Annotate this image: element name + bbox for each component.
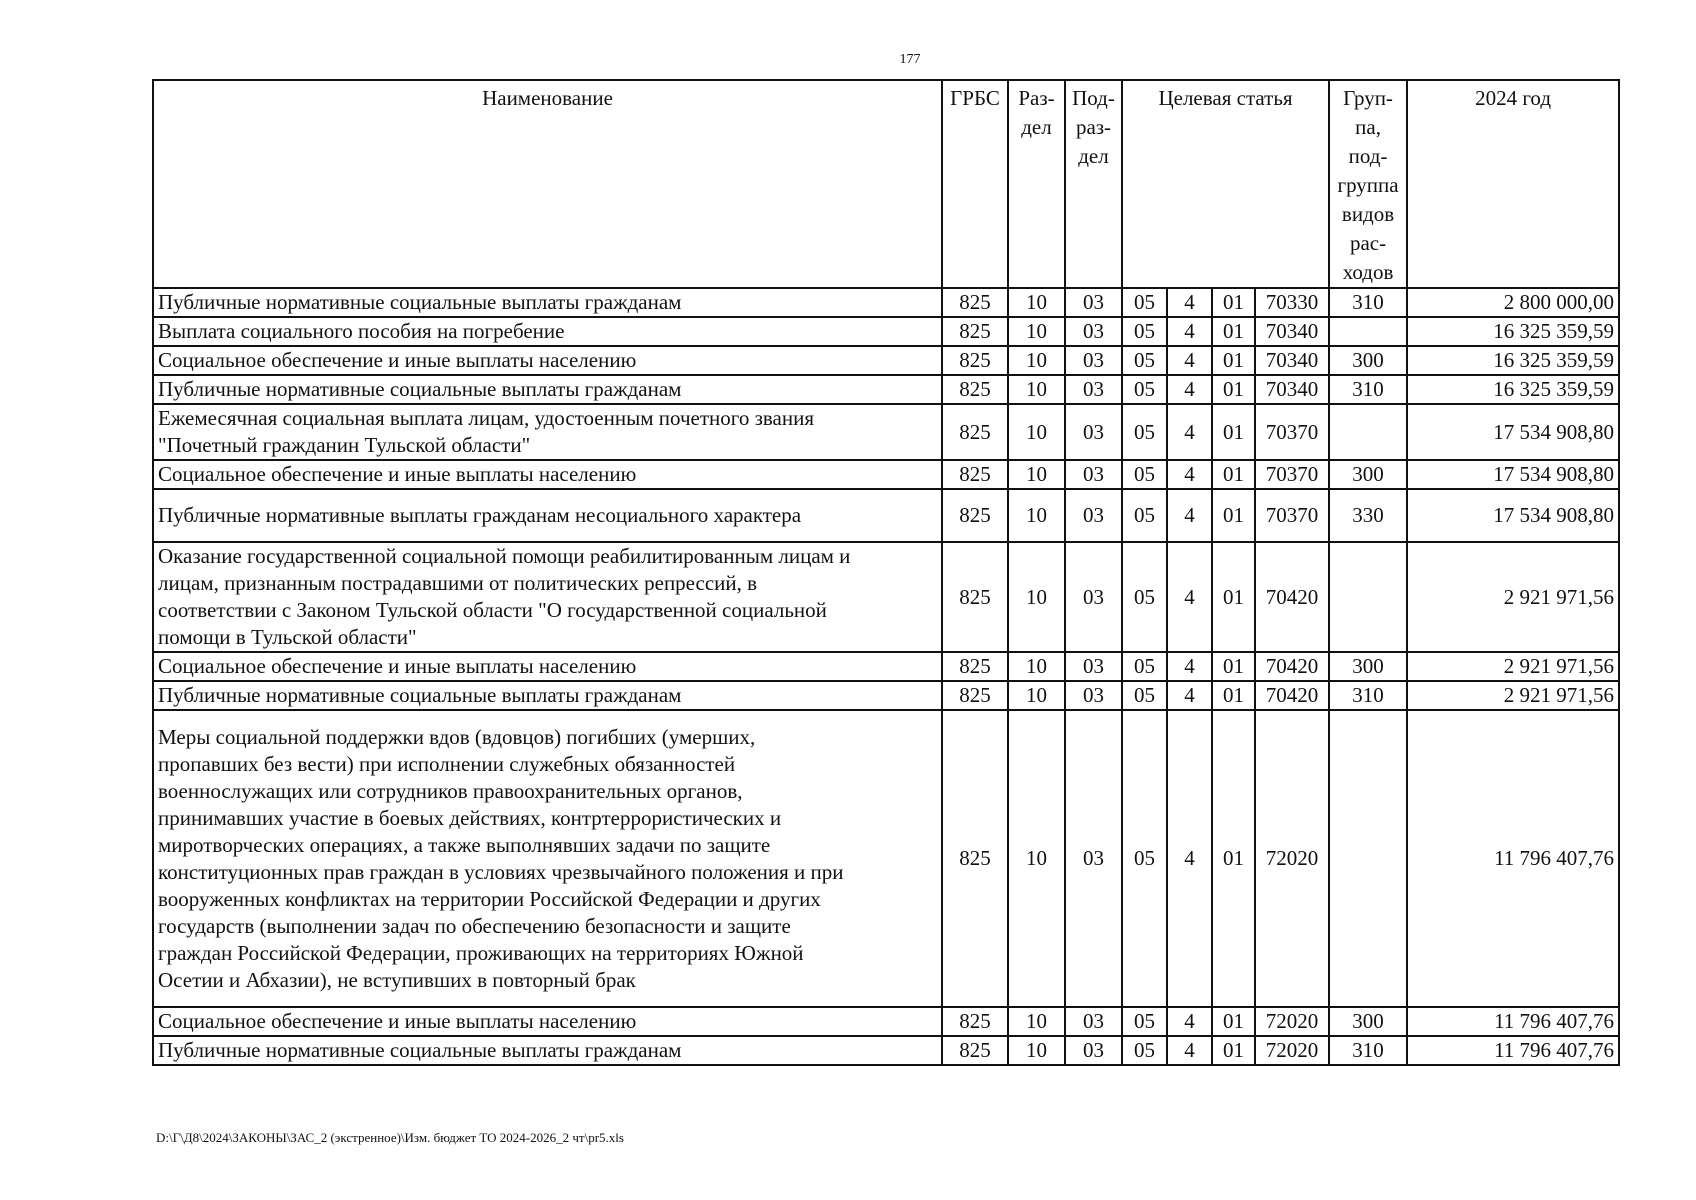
header-target: Целевая статья <box>1122 80 1329 288</box>
podrazdel-cell: 03 <box>1065 1007 1122 1036</box>
target-part-4-cell: 70370 <box>1255 460 1329 489</box>
amount-cell: 2 921 971,56 <box>1407 542 1619 652</box>
header-grbs: ГРБС <box>942 80 1008 288</box>
header-group-line: па, <box>1355 115 1381 139</box>
target-part-2-cell: 4 <box>1167 652 1212 681</box>
table-row <box>153 652 1619 681</box>
podrazdel-cell: 03 <box>1065 317 1122 346</box>
amount-cell: 2 800 000,00 <box>1407 288 1619 317</box>
page-number: 177 <box>899 52 921 67</box>
name-line: вооруженных конфликтах на территории Российской Федерации и других <box>158 886 821 911</box>
podrazdel-cell: 03 <box>1065 542 1122 652</box>
name-line: Публичные нормативные социальные выплаты гражданам <box>158 377 682 401</box>
name-line: Осетии и Абхазии), не вступивших в повторный брак <box>158 967 636 992</box>
podrazdel-cell: 03 <box>1065 404 1122 460</box>
header-year: 2024 год <box>1407 80 1619 288</box>
name-line: государств (выполнении задач по обеспечению безопасности и защите <box>158 913 791 938</box>
grbs-cell: 825 <box>942 317 1008 346</box>
expense-group-cell: 310 <box>1329 1036 1407 1065</box>
target-part-1-cell: 05 <box>1122 710 1167 1007</box>
podrazdel-cell: 03 <box>1065 681 1122 710</box>
razdel-cell: 10 <box>1008 1007 1065 1036</box>
name-line: граждан Российской Федерации, проживающих на территориях Южной <box>158 940 804 965</box>
amount-cell: 17 534 908,80 <box>1407 460 1619 489</box>
name-line: Социальное обеспечение и иные выплаты населению <box>158 654 637 678</box>
target-part-1-cell: 05 <box>1122 1036 1167 1065</box>
amount-cell: 16 325 359,59 <box>1407 346 1619 375</box>
table-row <box>153 710 1619 1007</box>
target-part-4-cell: 70330 <box>1255 288 1329 317</box>
name-cell <box>153 288 942 317</box>
amount-cell: 11 796 407,76 <box>1407 1007 1619 1036</box>
table-row <box>153 317 1619 346</box>
table-row <box>153 375 1619 404</box>
header-razdel-line: дел <box>1021 115 1052 139</box>
header-group-line: группа <box>1337 173 1399 197</box>
target-part-1-cell: 05 <box>1122 489 1167 542</box>
target-part-2-cell: 4 <box>1167 404 1212 460</box>
target-part-4-cell: 70420 <box>1255 652 1329 681</box>
target-part-1-cell: 05 <box>1122 404 1167 460</box>
table-row <box>153 346 1619 375</box>
target-part-3-cell: 01 <box>1212 542 1255 652</box>
target-part-1-cell: 05 <box>1122 460 1167 489</box>
target-part-2-cell: 4 <box>1167 317 1212 346</box>
name-line: Социальное обеспечение и иные выплаты населению <box>158 462 637 486</box>
expense-group-cell: 310 <box>1329 375 1407 404</box>
target-part-4-cell: 70340 <box>1255 317 1329 346</box>
name-line: миротворческих операциях, а также выполнявших задачи по защите <box>158 832 771 857</box>
target-part-1-cell: 05 <box>1122 681 1167 710</box>
grbs-cell: 825 <box>942 460 1008 489</box>
name-line: принимавших участие в боевых действиях, контртеррористических и <box>158 805 782 830</box>
name-cell <box>153 346 942 375</box>
table-row <box>153 404 1619 460</box>
target-part-3-cell: 01 <box>1212 681 1255 710</box>
name-cell <box>153 1007 942 1036</box>
name-line: военнослужащих или сотрудников правоохранительных органов, <box>158 778 743 803</box>
podrazdel-cell: 03 <box>1065 375 1122 404</box>
amount-cell: 17 534 908,80 <box>1407 404 1619 460</box>
header-podrazdel-line: раз- <box>1075 115 1112 139</box>
table-row <box>153 542 1619 652</box>
grbs-cell: 825 <box>942 710 1008 1007</box>
table-row <box>153 1007 1619 1036</box>
grbs-cell: 825 <box>942 681 1008 710</box>
target-part-1-cell: 05 <box>1122 317 1167 346</box>
header-group-line: ходов <box>1342 260 1394 284</box>
budget-table <box>152 79 1620 1066</box>
razdel-cell: 10 <box>1008 489 1065 542</box>
target-part-3-cell: 01 <box>1212 404 1255 460</box>
target-part-2-cell: 4 <box>1167 489 1212 542</box>
name-cell <box>153 652 942 681</box>
table-row <box>153 288 1619 317</box>
grbs-cell: 825 <box>942 542 1008 652</box>
target-part-2-cell: 4 <box>1167 1036 1212 1065</box>
razdel-cell: 10 <box>1008 681 1065 710</box>
target-part-1-cell: 05 <box>1122 542 1167 652</box>
name-line: пропавших без вести) при исполнении служебных обязанностей <box>158 751 736 776</box>
podrazdel-cell: 03 <box>1065 1036 1122 1065</box>
target-part-2-cell: 4 <box>1167 710 1212 1007</box>
target-part-2-cell: 4 <box>1167 346 1212 375</box>
name-cell <box>153 542 942 652</box>
header-podrazdel <box>1065 80 1122 288</box>
table-row <box>153 489 1619 542</box>
razdel-cell: 10 <box>1008 460 1065 489</box>
table-row <box>153 460 1619 489</box>
target-part-2-cell: 4 <box>1167 460 1212 489</box>
amount-cell: 11 796 407,76 <box>1407 710 1619 1007</box>
header-group-line: видов <box>1341 202 1395 226</box>
razdel-cell: 10 <box>1008 404 1065 460</box>
target-part-2-cell: 4 <box>1167 681 1212 710</box>
target-part-4-cell: 70420 <box>1255 681 1329 710</box>
header-razdel <box>1008 80 1065 288</box>
amount-cell: 2 921 971,56 <box>1407 652 1619 681</box>
podrazdel-cell: 03 <box>1065 710 1122 1007</box>
header-row <box>153 80 1619 288</box>
amount-cell: 16 325 359,59 <box>1407 375 1619 404</box>
name-cell <box>153 710 942 1007</box>
target-part-4-cell: 72020 <box>1255 1007 1329 1036</box>
name-line: "Почетный гражданин Тульской области" <box>158 433 531 457</box>
target-part-4-cell: 72020 <box>1255 1036 1329 1065</box>
name-line: Социальное обеспечение и иные выплаты населению <box>158 348 637 372</box>
name-line: Публичные нормативные выплаты гражданам несоциального характера <box>158 503 802 527</box>
name-line: Меры социальной поддержки вдов (вдовцов) погибших (умерших, <box>158 724 756 749</box>
target-part-1-cell: 05 <box>1122 346 1167 375</box>
file-path: D:\Г\Д8\2024\ЗАКОНЫ\ЗАС_2 (экстренное)\Изм. бюджет ТО 2024-2026_2 чт\pr5.xls <box>156 1130 624 1145</box>
header-group <box>1329 80 1407 288</box>
razdel-cell: 10 <box>1008 710 1065 1007</box>
target-part-1-cell: 05 <box>1122 1007 1167 1036</box>
podrazdel-cell: 03 <box>1065 489 1122 542</box>
amount-cell: 17 534 908,80 <box>1407 489 1619 542</box>
name-cell <box>153 375 942 404</box>
table-body <box>153 288 1619 1065</box>
header-podrazdel-line: дел <box>1078 144 1109 168</box>
expense-group-cell <box>1329 710 1407 1007</box>
grbs-cell: 825 <box>942 346 1008 375</box>
target-part-2-cell: 4 <box>1167 542 1212 652</box>
target-part-4-cell: 70340 <box>1255 375 1329 404</box>
target-part-4-cell: 70420 <box>1255 542 1329 652</box>
razdel-cell: 10 <box>1008 346 1065 375</box>
target-part-4-cell: 70340 <box>1255 346 1329 375</box>
grbs-cell: 825 <box>942 288 1008 317</box>
name-cell <box>153 317 942 346</box>
target-part-4-cell: 70370 <box>1255 404 1329 460</box>
target-part-4-cell: 70370 <box>1255 489 1329 542</box>
target-part-3-cell: 01 <box>1212 1007 1255 1036</box>
target-part-1-cell: 05 <box>1122 652 1167 681</box>
name-line: Публичные нормативные социальные выплаты гражданам <box>158 290 682 314</box>
target-part-2-cell: 4 <box>1167 375 1212 404</box>
expense-group-cell: 300 <box>1329 652 1407 681</box>
grbs-cell: 825 <box>942 404 1008 460</box>
grbs-cell: 825 <box>942 652 1008 681</box>
amount-cell: 11 796 407,76 <box>1407 1036 1619 1065</box>
target-part-3-cell: 01 <box>1212 710 1255 1007</box>
target-part-3-cell: 01 <box>1212 317 1255 346</box>
target-part-3-cell: 01 <box>1212 1036 1255 1065</box>
name-line: лицам, признанным пострадавшими от политических репрессий, в <box>158 571 758 595</box>
grbs-cell: 825 <box>942 1007 1008 1036</box>
name-line: Публичные нормативные социальные выплаты гражданам <box>158 683 682 707</box>
razdel-cell: 10 <box>1008 288 1065 317</box>
podrazdel-cell: 03 <box>1065 288 1122 317</box>
target-part-3-cell: 01 <box>1212 375 1255 404</box>
expense-group-cell: 310 <box>1329 288 1407 317</box>
name-cell <box>153 489 942 542</box>
razdel-cell: 10 <box>1008 542 1065 652</box>
expense-group-cell <box>1329 542 1407 652</box>
name-cell <box>153 404 942 460</box>
expense-group-cell <box>1329 404 1407 460</box>
expense-group-cell: 300 <box>1329 1007 1407 1036</box>
header-group-line: Груп- <box>1343 86 1393 110</box>
target-part-2-cell: 4 <box>1167 1007 1212 1036</box>
header-podrazdel-line: Под- <box>1072 86 1115 110</box>
expense-group-cell <box>1329 317 1407 346</box>
header-group-line: под- <box>1348 144 1388 168</box>
razdel-cell: 10 <box>1008 1036 1065 1065</box>
header-group-line: рас- <box>1349 231 1387 255</box>
name-line: Ежемесячная социальная выплата лицам, удостоенным почетного звания <box>158 406 814 430</box>
expense-group-cell: 300 <box>1329 460 1407 489</box>
razdel-cell: 10 <box>1008 652 1065 681</box>
target-part-1-cell: 05 <box>1122 375 1167 404</box>
target-part-4-cell: 72020 <box>1255 710 1329 1007</box>
name-line: Оказание государственной социальной помощи реабилитированным лицам и <box>158 544 851 568</box>
grbs-cell: 825 <box>942 1036 1008 1065</box>
expense-group-cell: 310 <box>1329 681 1407 710</box>
name-cell <box>153 460 942 489</box>
target-part-1-cell: 05 <box>1122 288 1167 317</box>
name-line: Публичные нормативные социальные выплаты гражданам <box>158 1038 682 1062</box>
target-part-3-cell: 01 <box>1212 460 1255 489</box>
table-row <box>153 1036 1619 1065</box>
name-line: помощи в Тульской области" <box>158 625 417 649</box>
expense-group-cell: 330 <box>1329 489 1407 542</box>
amount-cell: 16 325 359,59 <box>1407 317 1619 346</box>
name-cell <box>153 681 942 710</box>
name-line: Социальное обеспечение и иные выплаты населению <box>158 1009 637 1033</box>
amount-cell: 2 921 971,56 <box>1407 681 1619 710</box>
name-line: конституционных прав граждан в условиях чрезвычайного положения и при <box>158 859 844 884</box>
header-razdel-line: Раз- <box>1018 86 1055 110</box>
podrazdel-cell: 03 <box>1065 652 1122 681</box>
name-line: соответствии с Законом Тульской области "О государственной социальной <box>158 598 827 622</box>
target-part-2-cell: 4 <box>1167 288 1212 317</box>
expense-group-cell: 300 <box>1329 346 1407 375</box>
target-part-3-cell: 01 <box>1212 346 1255 375</box>
podrazdel-cell: 03 <box>1065 460 1122 489</box>
podrazdel-cell: 03 <box>1065 346 1122 375</box>
grbs-cell: 825 <box>942 489 1008 542</box>
name-cell <box>153 1036 942 1065</box>
header-name: Наименование <box>153 80 942 288</box>
grbs-cell: 825 <box>942 375 1008 404</box>
target-part-3-cell: 01 <box>1212 288 1255 317</box>
razdel-cell: 10 <box>1008 375 1065 404</box>
target-part-3-cell: 01 <box>1212 489 1255 542</box>
name-line: Выплата социального пособия на погребение <box>158 319 565 343</box>
table-row <box>153 681 1619 710</box>
target-part-3-cell: 01 <box>1212 652 1255 681</box>
razdel-cell: 10 <box>1008 317 1065 346</box>
